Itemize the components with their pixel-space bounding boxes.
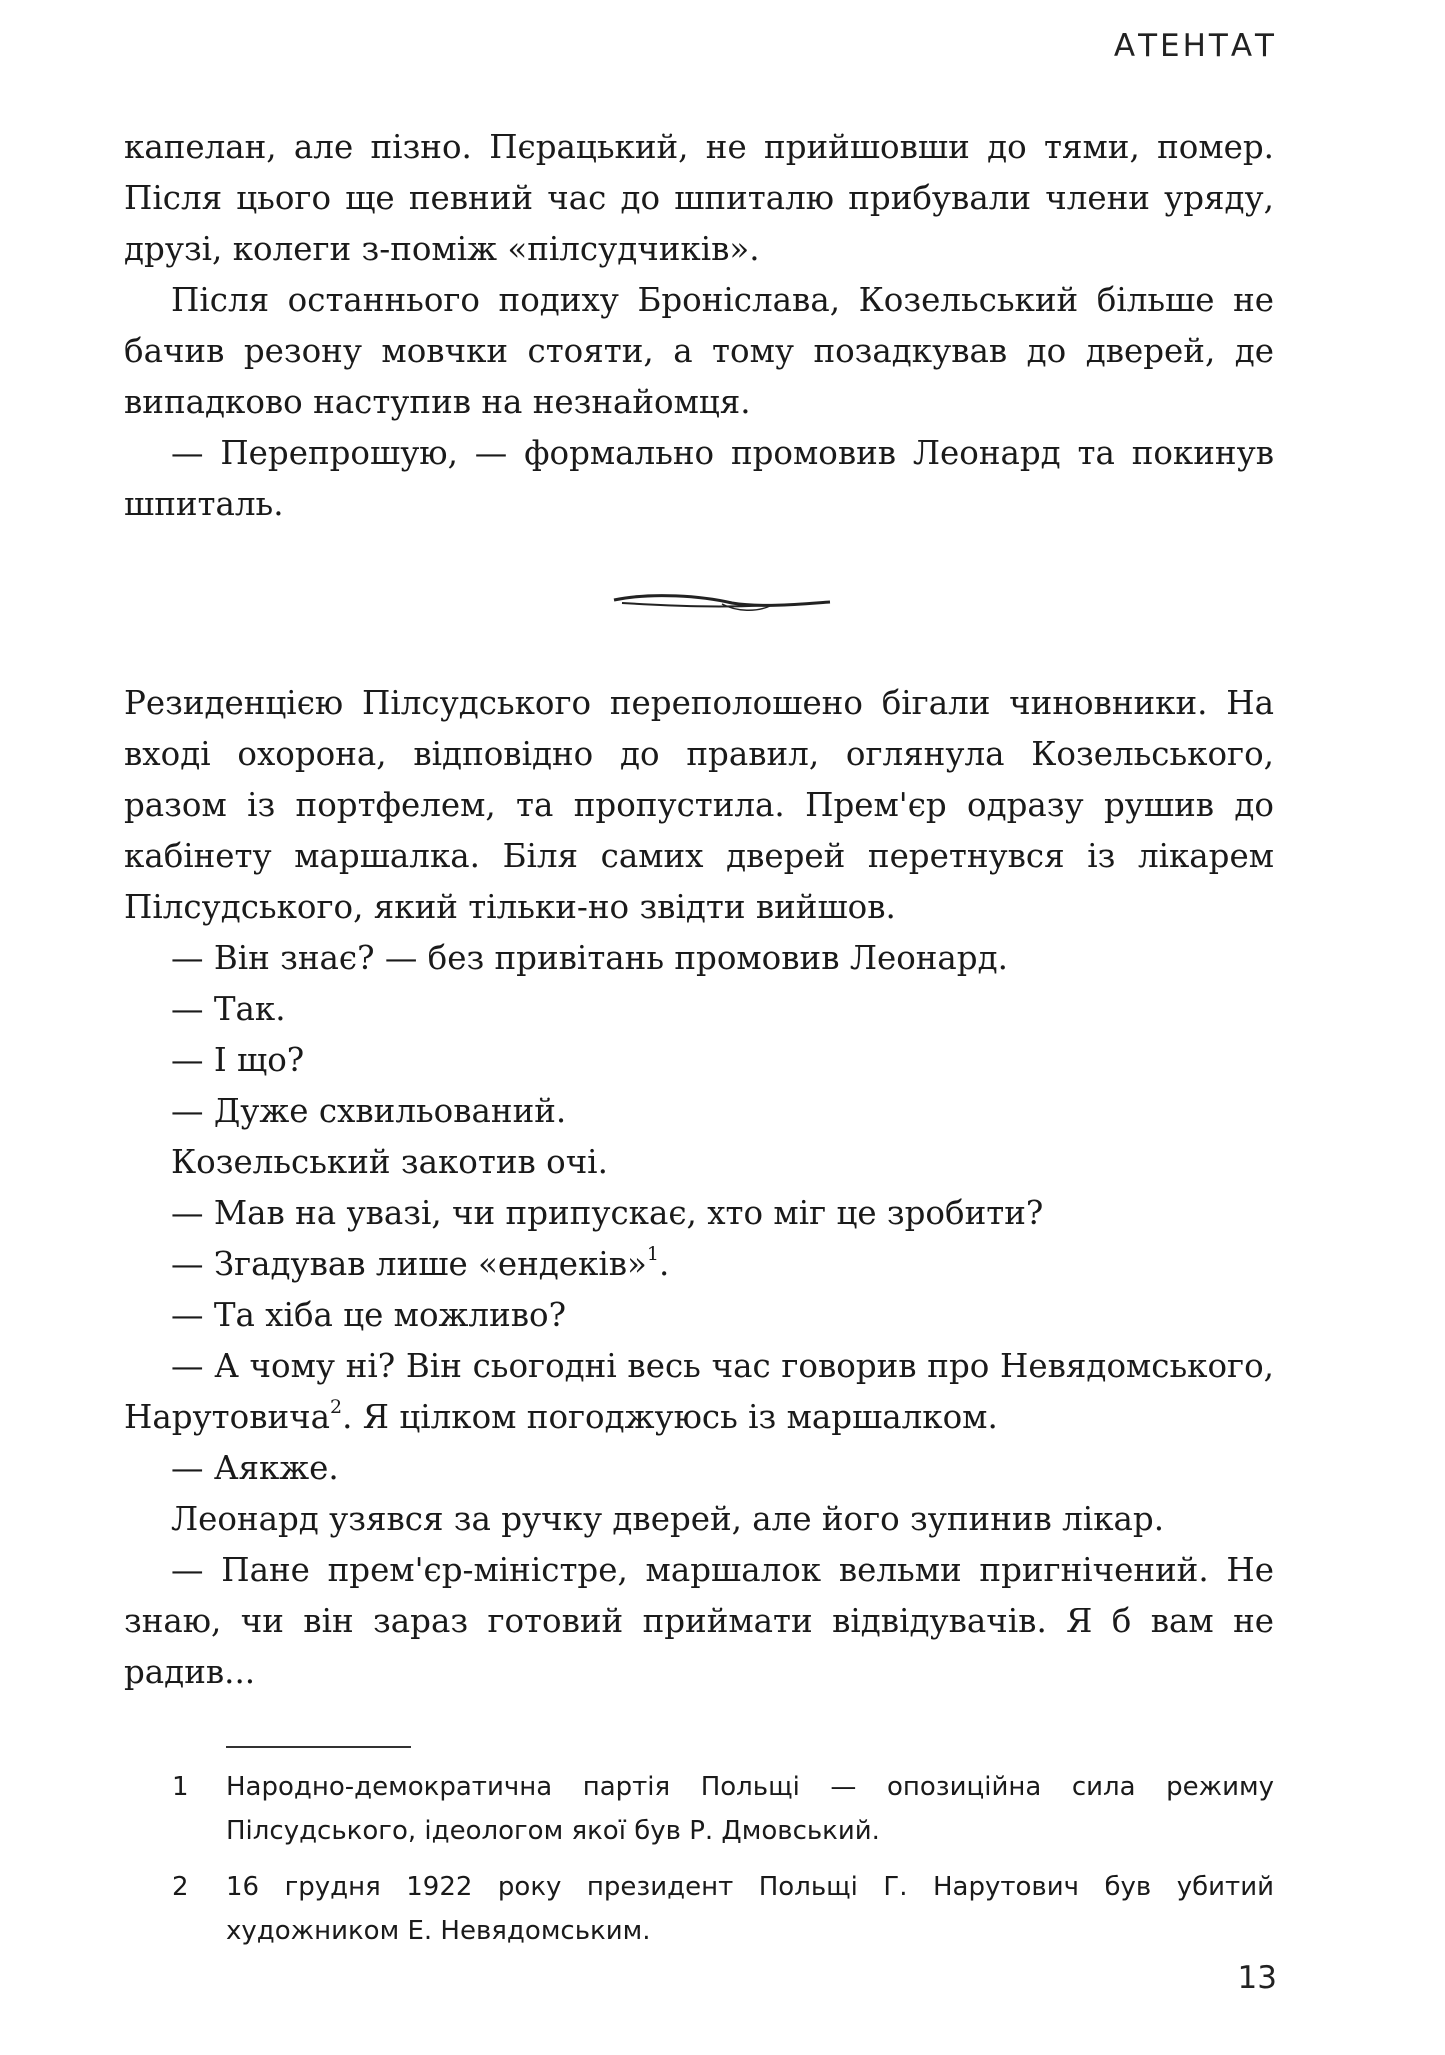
dialogue-line: [124, 1239, 1274, 1290]
paragraph: Після останнього подиху Броніслава, Козельський більше не бачив резону мовчки стояти, а тому позадкував до дверей, де випадково наступив на незнайомця.: [124, 281, 1274, 421]
section-divider-ornament: [612, 586, 832, 614]
dialogue-line: — І що?: [171, 1041, 305, 1079]
footnote: [172, 1865, 1274, 1953]
footnote-reference: 1: [646, 1243, 660, 1266]
footnotes: [172, 1765, 1274, 1965]
paragraph: Леонард узявся за ручку дверей, але його зупинив лікар.: [171, 1500, 1165, 1538]
footnote-number: 2: [172, 1872, 189, 1902]
dialogue-line: — Пане прем'єр-міністре, маршалок вельми пригнічений. Не знаю, чи він зараз готовий приймати відвідувачів. Я б вам не радив...: [124, 1551, 1274, 1691]
dialogue-line: — Так.: [171, 990, 286, 1028]
dialogue-line: — Та хіба це можливо?: [171, 1296, 567, 1334]
page-number: 13: [1237, 1960, 1277, 1996]
paragraph: — Перепрошую, — формально промовив Леонард та покинув шпиталь.: [124, 434, 1274, 523]
footnote-reference: 2: [330, 1396, 343, 1419]
text-section-1: [124, 122, 1274, 530]
text-section-2: [124, 678, 1274, 1698]
dialogue-line: — Аякже.: [171, 1449, 339, 1487]
paragraph: капелан, але пізно. Пєрацький, не прийшовши до тями, помер. Після цього ще певний час до шпиталю прибували члени уряду, друзі, колеги з-поміж «пілсудчиків».: [124, 128, 1274, 268]
paragraph: Козельський закотив очі.: [171, 1143, 608, 1181]
dialogue-text-end: . Я цілком погоджуюсь із маршалком.: [342, 1398, 998, 1436]
running-head: АТЕНТАТ: [1113, 28, 1277, 64]
dialogue-text: — Згадував лише «ендеків»: [171, 1245, 647, 1283]
paragraph: Резиденцією Пілсудського переполошено бігали чиновники. На вході охорона, відповідно до правил, оглянула Козельського, разом із портфелем, та пропустила. Прем'єр одразу рушив до кабінету маршалка. Біля самих дверей перетнувся із лікарем Пілсудського, який тільки-но звідти вийшов.: [124, 684, 1274, 926]
footnote: [172, 1765, 1274, 1853]
dialogue-text-end: .: [659, 1245, 670, 1283]
footnote-text: 16 грудня 1922 року президент Польщі Г. Нарутович був убитий художником Е. Невядомським.: [226, 1872, 1274, 1946]
dialogue-line: — Він знає? — без привітань промовив Леонард.: [171, 939, 1008, 977]
footnote-number: 1: [172, 1772, 189, 1802]
dialogue-line: — Мав на увазі, чи припускає, хто міг це зробити?: [171, 1194, 1044, 1232]
dialogue-text: — А чому ні? Він сьогодні весь час говорив про Невядомського, Нарутовича: [124, 1347, 1274, 1436]
dialogue-line: — Дуже схвильований.: [171, 1092, 567, 1130]
footnote-separator: [226, 1746, 411, 1748]
footnote-text: Народно-демократична партія Польщі — опозиційна сила режиму Пілсудського, ідеологом якої був Р. Дмовський.: [226, 1772, 1274, 1846]
dialogue-line: [124, 1341, 1274, 1443]
